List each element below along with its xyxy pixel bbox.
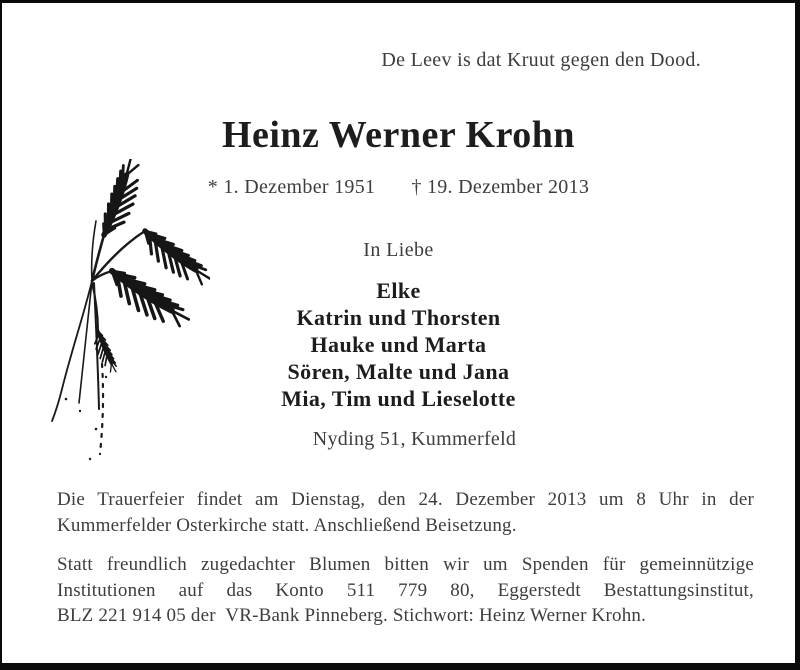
- funeral-notice: [57, 487, 754, 538]
- donation-notice-line: Statt freundlich zugedachter Blumen bitten wir um Spenden für gemeinnützige: [57, 554, 754, 575]
- donation-notice-line: Institutionen auf das Konto 511 779 80, Eggerstedt Bestattungsinstitut,: [57, 579, 754, 601]
- mourner-name: Hauke und Marta: [310, 332, 487, 357]
- dedication-line: In Liebe: [363, 239, 434, 261]
- donation-notice-line: BLZ 221 914 05 der VR-Bank Pinneberg. Stichwort: Heinz Werner Krohn.: [57, 605, 647, 626]
- deceased-name: Heinz Werner Krohn: [221, 114, 576, 156]
- mourner-name: Sören, Malte und Jana: [287, 359, 510, 384]
- death-date: † 19. Dezember 2013: [411, 176, 590, 198]
- funeral-notice-line: Kummerfelder Osterkirche statt. Anschließend Beisetzung.: [57, 514, 517, 536]
- mourner-name: Mia, Tim und Lieselotte: [281, 386, 516, 411]
- mourner-name: Elke: [376, 278, 421, 303]
- funeral-notice-line: Die Trauerfeier findet am Dienstag, den 24. Dezember 2013 um 8 Uhr in der: [57, 489, 754, 510]
- address-line: Nyding 51, Kummerfeld: [312, 428, 517, 450]
- donation-notice: [57, 552, 754, 629]
- mourners-block: [2, 239, 795, 412]
- birth-date: * 1. Dezember 1951: [207, 176, 376, 198]
- mourner-name: Katrin und Thorsten: [296, 305, 501, 330]
- epigraph: De Leev is dat Kruut gegen den Dood.: [381, 49, 701, 71]
